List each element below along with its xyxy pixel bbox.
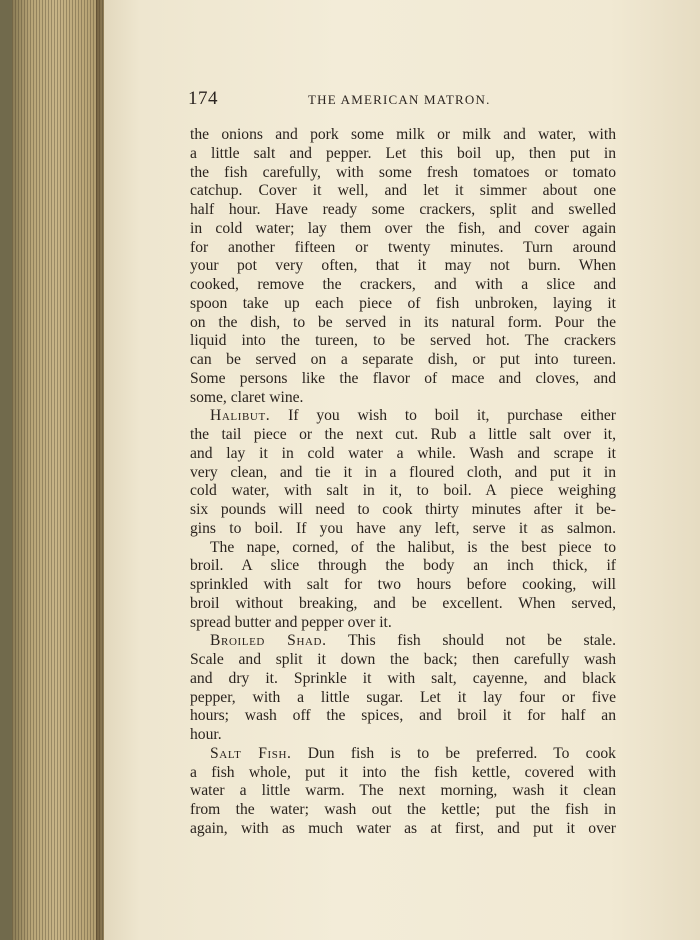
text-line — [190, 426, 616, 445]
line-text: and dry it. Sprinkle it with salt, cayenne, and black — [190, 669, 616, 687]
line-text: broil. A slice through the body an inch thick, if — [190, 557, 616, 575]
line-text: very clean, and tie it in a floured cloth, and put it in — [190, 463, 616, 481]
page-header — [188, 88, 620, 118]
text-line — [190, 595, 616, 614]
text-line — [190, 614, 616, 633]
body-text — [190, 126, 616, 839]
text-line — [190, 745, 616, 764]
text-line — [190, 201, 616, 220]
line-text: cold water, with salt in it, to boil. A piece weighing — [190, 482, 616, 500]
line-text: The nape, corned, of the halibut, is the best piece to — [210, 538, 616, 556]
book-page-edges — [12, 0, 108, 940]
text-line — [190, 164, 616, 183]
line-text: sprinkled with salt for two hours before cooking, will — [190, 576, 616, 593]
line-text: liquid into the tureen, to be served hot. The crackers — [190, 332, 616, 350]
line-text: for another fifteen or twenty minutes. Turn around — [190, 238, 616, 256]
text-line — [190, 351, 616, 370]
line-text: gins to boil. If you have any left, serve it as salmon. — [190, 519, 616, 537]
line-text: the onions and pork some milk or milk and water, with — [190, 126, 616, 143]
line-text: Dun fish is to be preferred. To cook — [291, 744, 616, 762]
text-line — [190, 501, 616, 520]
text-line — [190, 145, 616, 164]
line-text: catchup. Cover it well, and let it simmer about one — [190, 182, 616, 200]
line-text: from the water; wash out the kettle; put the fish in — [190, 801, 616, 818]
line-text: broil without breaking, and be excellent. When served, — [190, 594, 616, 612]
text-line — [190, 801, 616, 820]
running-head: THE AMERICAN MATRON. — [308, 92, 491, 107]
text-line — [190, 539, 616, 558]
line-text: hours; wash off the spices, and broil it for half an — [190, 707, 616, 725]
text-line — [190, 182, 616, 201]
page-number: 174 — [188, 88, 218, 109]
text-line — [190, 276, 616, 295]
line-text: and lay it in cold water a while. Wash and scrape it — [190, 444, 616, 462]
text-line — [190, 220, 616, 239]
line-text: cooked, remove the crackers, and with a slice and — [190, 276, 616, 293]
text-line — [190, 707, 616, 726]
line-text: some, claret wine. — [190, 388, 304, 406]
line-text: can be served on a separate dish, or put into tureen. — [190, 351, 616, 368]
text-line — [190, 239, 616, 258]
line-text: your pot very often, that it may not burn. When — [190, 257, 616, 275]
line-text: Some persons like the flavor of mace and cloves, and — [190, 369, 616, 387]
line-text: water a little warm. The next morning, wash it clean — [190, 782, 616, 800]
text-line — [190, 332, 616, 351]
text-line — [190, 482, 616, 501]
line-text: pepper, with a little sugar. Let it lay four or five — [190, 688, 616, 706]
text-line — [190, 670, 616, 689]
text-line — [190, 407, 616, 426]
line-text: half hour. Have ready some crackers, split and swelled — [190, 201, 616, 218]
text-line — [190, 464, 616, 483]
text-line — [190, 389, 616, 408]
line-text: Scale and split it down the back; then carefully wash — [190, 651, 616, 668]
text-line — [190, 689, 616, 708]
section-heading: Halibut. — [210, 407, 271, 425]
section-heading: Broiled Shad. — [210, 632, 327, 650]
line-text: the tail piece or the next cut. Rub a little salt over it, — [190, 426, 616, 443]
text-line — [190, 257, 616, 276]
text-line — [190, 520, 616, 539]
line-text: hour. — [190, 726, 222, 743]
text-line — [190, 370, 616, 389]
text-line — [190, 576, 616, 595]
text-line — [190, 782, 616, 801]
line-text: again, with as much water as at first, and put it over — [190, 819, 616, 837]
section-heading: Salt Fish. — [210, 744, 292, 762]
text-line — [190, 445, 616, 464]
text-line — [190, 632, 616, 651]
text-line — [190, 820, 616, 839]
line-text: spread butter and pepper over it. — [190, 613, 392, 631]
line-text: spoon take up each piece of fish unbroken, laying it — [190, 294, 616, 312]
line-text: This fish should not be stale. — [326, 632, 616, 650]
text-line — [190, 126, 616, 145]
line-text: on the dish, to be served in its natural form. Pour the — [190, 313, 616, 331]
text-line — [190, 764, 616, 783]
line-text: If you wish to boil it, purchase either — [270, 407, 616, 425]
text-line — [190, 557, 616, 576]
text-line — [190, 726, 616, 745]
line-text: the fish carefully, with some fresh tomatoes or tomato — [190, 163, 616, 181]
line-text: in cold water; lay them over the fish, and cover again — [190, 219, 616, 237]
text-line — [190, 314, 616, 333]
text-line — [190, 295, 616, 314]
line-text: a little salt and pepper. Let this boil up, then put in — [190, 144, 616, 162]
line-text: a fish whole, put it into the fish kettle, covered with — [190, 763, 616, 781]
text-line — [190, 651, 616, 670]
line-text: six pounds will need to cook thirty minutes after it be- — [190, 501, 616, 518]
